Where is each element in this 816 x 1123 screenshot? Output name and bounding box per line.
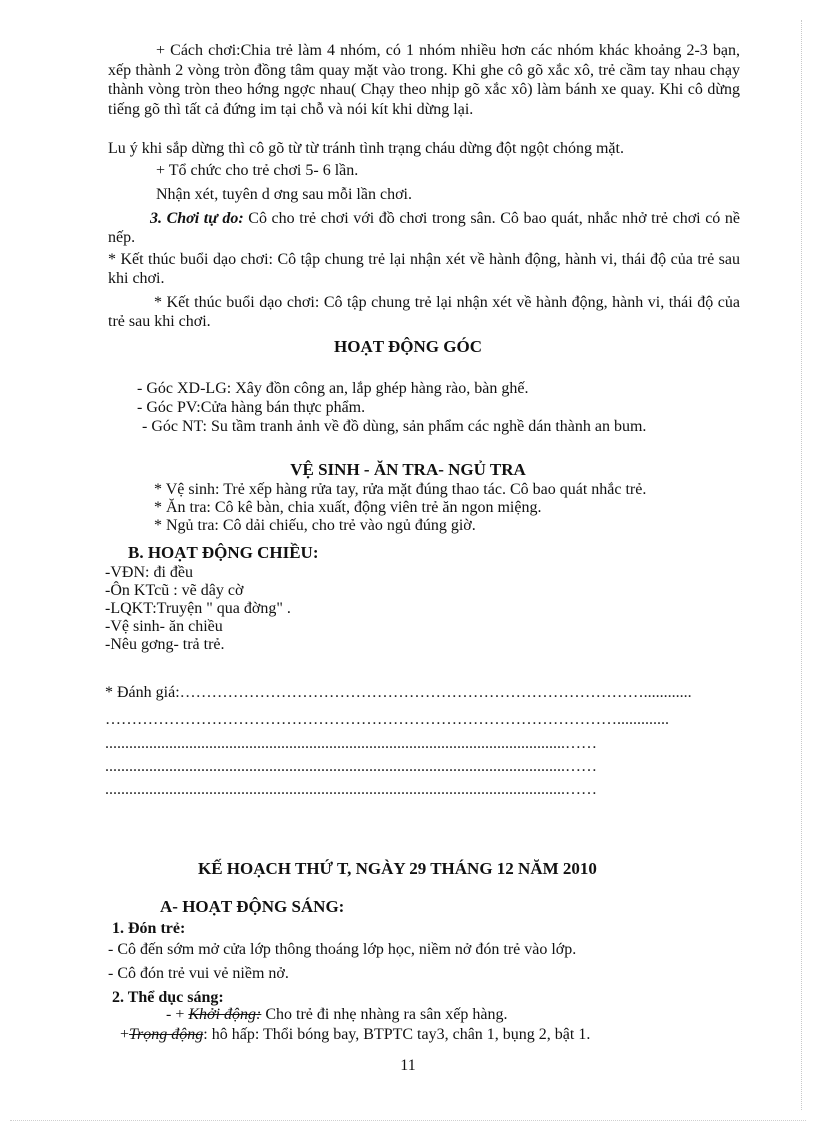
line-nhan-xet: Nhận xét, tuyên d ơng sau mỗi lần chơi. [156,186,412,203]
heading-hoat-dong-goc: HOẠT ĐỘNG GÓC [334,337,482,356]
text-choi-tu-do: Cô cho trẻ chơi với đồ chơi trong sân. Cô bao quát, nhắc nhở trẻ chơi có nề nếp. [108,210,740,246]
note-lu-y: Lu ý khi sắp dừng thì cô gõ từ từ tránh tình trạng cháu dừng đột ngột chóng mặt. [108,140,624,157]
khoi-dong-label: Khởi động: [188,1006,262,1023]
trong-dong-prefix: + [120,1026,130,1043]
heading-hoat-dong-sang: A- HOẠT ĐỘNG SÁNG: [160,897,345,916]
heading-ke-hoach: KẾ HOẠCH THỨ T, NGÀY 29 THÁNG 12 NĂM 2010 [198,859,597,878]
heading-ve-sinh: VỆ SINH - ĂN TRA- NGỦ TRA [290,460,526,479]
chieu-lqkt: -LQKT:Truyện " qua đờng" . [105,600,291,617]
dots-line-4: ...................................................................................................................…… [105,758,597,775]
paragraph-ket-thuc-1: * Kết thúc buổi dạo chơi: Cô tập chung trẻ lại nhận xét về hành động, hành vi, thái độ của trẻ sau khi chơi. [108,251,740,287]
khoi-dong-text: Cho trẻ đi nhẹ nhàng ra sân xếp hàng. [261,1006,508,1023]
trong-dong-line [120,1026,590,1044]
khoi-dong-line [166,1006,508,1024]
line-to-chuc: + Tổ chức cho trẻ chơi 5- 6 lần. [156,162,359,179]
page-edge-bottom [10,1120,806,1121]
ve-sinh-line: * Vệ sinh: Trẻ xếp hàng rửa tay, rửa mặt đúng thao tác. Cô bao quát nhắc trẻ. [154,481,647,498]
dots-line-5: ...................................................................................................................…… [105,781,597,798]
paragraph-cach-choi: + Cách chơi:Chia trẻ làm 4 nhóm, có 1 nhóm nhiều hơn các nhóm khác khoảng 2-3 bạn, xếp thành 2 vòng tròn đồng tâm quay mặt vào trong. Khi ghe cô gõ xắc xô, trẻ cầm tay nhau chạy thành vòng tròn theo hớng ngợc nhau( Chạy theo nhịp gõ xắc xô) làm bánh xe quay. Khi cô dừng tiếng gõ thì tất cả đứng im tại chỗ và nói kít khi dừng lại. [108,42,740,118]
trong-dong-text: : hô hấp: Thổi bóng bay, BTPTC tay3, chân 1, bụng 2, bật 1. [203,1026,591,1043]
goc-nt: - Góc NT: Su tầm tranh ảnh về đồ dùng, sản phẩm các nghề dán thành an bum. [142,418,647,435]
dots-line-2: ……………………………………………………………………………………............. [105,711,669,728]
paragraph-ket-thuc-2: * Kết thúc buổi dạo chơi: Cô tập chung trẻ lại nhận xét về hành động, hành vi, thái độ của trẻ sau khi chơi. [108,294,740,330]
chieu-vdn: -VĐN: đi đều [105,564,193,581]
chieu-on-kt: -Ôn KTcũ : vẽ dây cờ [105,582,244,599]
dots-line-3: ...................................................................................................................…… [105,735,597,752]
page-number: 11 [400,1057,416,1074]
chieu-ve-sinh: -Vệ sinh- ăn chiều [105,618,223,635]
page-edge-right [801,20,802,1110]
chieu-neu-gong: -Nêu gơng- trả trẻ. [105,636,225,653]
danh-gia-dots: ……………………………………………………………………………............ [179,684,692,701]
heading-the-duc-sang: 2. Thể dục sáng: [112,989,224,1006]
ngu-tra-line: * Ngủ tra: Cô dải chiếu, cho trẻ vào ngủ đúng giờ. [154,517,476,534]
goc-pv: - Góc PV:Cửa hàng bán thực phẩm. [137,399,366,416]
khoi-dong-prefix: - + [166,1006,189,1023]
don-tre-line-1: - Cô đến sớm mở cửa lớp thông thoáng lớp học, niềm nở đón trẻ vào lớp. [108,941,577,958]
danh-gia-label: * Đánh giá: [105,684,180,701]
label-choi-tu-do: 3. Chơi tự do: [150,210,244,227]
don-tre-line-2: - Cô đón trẻ vui vẻ niềm nở. [108,965,289,982]
heading-don-tre: 1. Đón trẻ: [112,920,186,937]
goc-xd-lg: - Góc XD-LG: Xây đồn công an, lắp ghép hàng rào, bàn ghế. [137,380,529,397]
trong-dong-label: Trọng động [129,1026,204,1043]
paragraph-choi-tu-do [108,209,740,247]
an-tra-line: * Ăn tra: Cô kê bàn, chia xuất, động viên trẻ ăn ngon miệng. [154,499,542,516]
heading-hoat-dong-chieu: B. HOẠT ĐỘNG CHIỀU: [128,543,319,562]
danh-gia-line [105,684,692,702]
